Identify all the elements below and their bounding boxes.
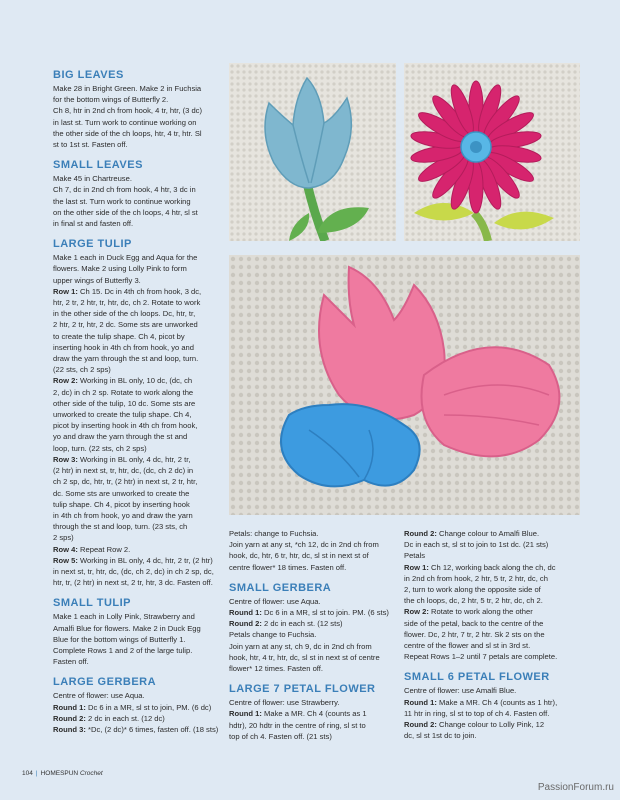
text-line: upper wings of Butterfly 3. <box>53 275 141 285</box>
column-left <box>53 69 225 735</box>
text-line: 2 sps) <box>53 533 74 543</box>
round-label: Round 2: <box>404 529 437 538</box>
text-line: side of the petal, back to the centre of the <box>404 618 544 628</box>
heading-large-tulip: LARGE TULIP <box>53 238 132 251</box>
text-line: Fasten off. <box>53 657 89 667</box>
butterfly-illustration <box>229 255 580 515</box>
text-line: flowers. Make 2 using Lolly Pink to form <box>53 264 187 274</box>
text-line: inserting hook in 4th ch from hook, yo and <box>53 342 194 352</box>
text-line: in final st and fasten off. <box>53 219 134 229</box>
round-1 <box>229 607 399 618</box>
text-line: Make 28 in Bright Green. Make 2 in Fuchsia <box>53 84 202 93</box>
text-line: ch 2 sp, dc, htr, tr, (2 htr) in next st, 2 tr, htr, <box>53 477 198 487</box>
round-2 <box>229 618 399 629</box>
round-1 <box>229 708 399 719</box>
page-footer <box>22 770 103 777</box>
watermark: PassionForum.ru <box>537 782 614 793</box>
text-line: (2 htr) in next st, tr, htr, dc, (dc, ch 2 dc) in <box>53 466 194 476</box>
round-label: Round 2: <box>53 713 86 723</box>
page-number: 104 <box>22 770 33 777</box>
text-line: Repeat Row 2. <box>77 544 131 554</box>
row-label: Row 3: <box>53 454 78 464</box>
row-5 <box>53 555 225 566</box>
text-line: tulip shape. Ch 4, picot by inserting hook <box>53 499 190 509</box>
section-name: Crochet <box>79 770 103 777</box>
row-label: Row 1: <box>404 562 429 572</box>
row-2 <box>404 606 582 617</box>
text-line: Make 45 in Chartreuse. <box>53 174 132 184</box>
text-line: Complete Rows 1 and 2 of the large tulip. <box>53 645 193 655</box>
text-line: Centre of flower: use Aqua. <box>229 596 321 606</box>
round-3 <box>53 724 225 735</box>
text-line: Change colour to Amalfi Blue. <box>436 529 540 538</box>
text-line: Centre of flower: use Amalfi Blue. <box>404 686 517 696</box>
text-line: st to 1st st. Fasten off. <box>53 140 128 150</box>
text-line: Repeat Rows 1–2 until 7 petals are complete. <box>404 652 558 662</box>
text-line: Working in BL only, 4 dc, htr, 2 tr, (2 htr) <box>77 555 213 565</box>
row-4 <box>53 544 225 555</box>
round-label: Round 1: <box>404 697 437 707</box>
petals-label: Petals <box>404 551 426 561</box>
heading-small-leaves: SMALL LEAVES <box>53 159 143 172</box>
photo-blue-tulip <box>229 63 396 241</box>
heading-large-7-petal-flower: LARGE 7 PETAL FLOWER <box>229 683 376 696</box>
heading-small-tulip: SMALL TULIP <box>53 597 132 610</box>
row-label: Row 1: <box>53 286 78 296</box>
text-line: Amalfi Blue for flowers. Make 2 in Duck Egg <box>53 623 201 633</box>
text-line: Centre of flower: use Aqua. <box>53 691 145 701</box>
text-line: Make a MR. Ch 4 (counts as 1 htr), <box>436 697 558 707</box>
row-2 <box>53 375 225 386</box>
text-line: hook, htr, 4 tr, htr, dc, sl st in next st of centre <box>229 652 380 662</box>
column-right <box>404 528 582 741</box>
text-line: in 2nd ch from hook, 2 htr, 5 tr, 2 htr, dc, ch <box>404 573 548 583</box>
row-label: Row 2: <box>53 376 78 386</box>
row-1 <box>53 286 225 297</box>
text-line: Ch 12, working back along the ch, dc <box>428 562 556 572</box>
text-line: hook, dc, htr, 6 tr, htr, dc, sl st in next st of <box>229 551 369 561</box>
text-line: in the other side of the ch loops. Dc, htr, tr, <box>53 309 196 319</box>
text-line: 2 htr, 2 tr, htr, 2 dc. Some sts are unworked <box>53 320 198 330</box>
text-line: Dc in each st, sl st to join to 1st dc. (21 sts) <box>404 540 549 550</box>
text-line: draw the yarn through the st and loop, turn. <box>53 354 199 364</box>
text-line: Rotate to work along the other <box>428 607 533 617</box>
text-line: the other side of the ch loops, htr, 4 tr, htr. Sl <box>53 128 202 138</box>
text-line: flower. Dc, 2 htr, 7 tr, 2 htr. Sk 2 sts on the <box>404 629 545 639</box>
text-line: 11 htr in ring, sl st to top of ch 4. Fasten off. <box>404 708 550 718</box>
row-label: Row 2: <box>404 607 429 617</box>
footer-separator: | <box>35 770 38 777</box>
gerbera-illustration <box>404 63 580 241</box>
text-line: Make 1 each in Lolly Pink, Strawberry and <box>53 612 195 622</box>
text-line: Dc 6 in a MR, sl st to join. PM. (6 sts) <box>261 608 389 618</box>
text-line: *Dc, (2 dc)* 6 times, fasten off. (18 sts) <box>85 724 219 734</box>
text-line: to create the tulip shape. Ch 4, picot by <box>53 331 185 341</box>
text-line: Join yarn at any st, *ch 12, dc in 2nd ch from <box>229 540 379 550</box>
text-line: htr, tr, (2 htr) in next st, 2 tr, htr, 3 dc. Fasten off. <box>53 578 213 588</box>
text-line: Petals: change to Fuchsia. <box>229 529 319 538</box>
text-line: picot by inserting hook in 4th ch from hook, <box>53 421 198 431</box>
text-line: the last st. Turn work to continue working <box>53 196 191 206</box>
text-line: Ch 8, htr in 2nd ch from hook, 4 tr, htr, (3 dc) <box>53 106 202 116</box>
magazine-name: HOMESPUN <box>40 770 79 777</box>
text-line: centre of the flower and sl st in 3rd st. <box>404 641 531 651</box>
text-line: centre flower* 18 times. Fasten off. <box>229 562 347 572</box>
text-line: Ch 15. Dc in 4th ch from hook, 3 dc, <box>77 286 202 296</box>
row-label: Row 4: <box>53 544 78 554</box>
text-line: Make 1 each in Duck Egg and Aqua for the <box>53 253 198 263</box>
round-1 <box>404 697 582 708</box>
blue-tulip-illustration <box>229 63 396 241</box>
text-line: through the st and loop, turn. (23 sts, ch <box>53 522 188 532</box>
heading-small-6-petal-flower: SMALL 6 PETAL FLOWER <box>404 671 550 684</box>
round-label: Round 1: <box>229 709 262 719</box>
column-middle <box>229 528 399 742</box>
text-line: in last st. Turn work to continue working on <box>53 117 197 127</box>
round-label: Round 2: <box>404 720 437 730</box>
text-line: Blue for the bottom wings of Butterfly 1. <box>53 634 186 644</box>
round-label: Round 1: <box>53 702 86 712</box>
text-line: for the bottom wings of Butterfly 2. <box>53 95 169 105</box>
text-line: Working in BL only, 4 dc, htr, 2 tr, <box>77 454 191 464</box>
text-line: Centre of flower: use Strawberry. <box>229 698 340 708</box>
text-line: 2, turn to work along the opposite side of <box>404 585 541 595</box>
text-line: 2 dc in each st. (12 dc) <box>85 713 165 723</box>
text-line: in next st, tr, htr, dc, (dc, ch 2, dc) in ch 2 sp, dc, <box>53 566 214 576</box>
text-line: Working in BL only, 10 dc, (dc, ch <box>77 376 193 386</box>
text-line: top of ch 4. Fasten off. (21 sts) <box>229 731 332 741</box>
heading-big-leaves: BIG LEAVES <box>53 69 124 81</box>
text-line: dc, sl st 1st dc to join. <box>404 731 477 741</box>
text-line: Make a MR. Ch 4 (counts as 1 <box>261 709 367 719</box>
text-line: (22 sts, ch 2 sps) <box>53 365 111 375</box>
text-line: 2 dc in each st. (12 sts) <box>261 619 343 629</box>
round-2 <box>404 719 582 730</box>
photo-pink-gerbera <box>404 63 580 241</box>
text-line: Change colour to Lolly Pink, 12 <box>436 720 545 730</box>
text-line: htr, 2 tr, 2 htr, tr, htr, dc, ch 2. Rotate to work <box>53 298 201 308</box>
text-line: Petals change to Fuchsia. <box>229 630 317 640</box>
round-2 <box>53 713 225 724</box>
text-line: other side of the tulip, 10 dc. Some sts are <box>53 398 196 408</box>
text-line: unworked to create the tulip shape. Ch 4, <box>53 410 192 420</box>
row-3 <box>53 454 225 465</box>
row-1 <box>404 562 582 573</box>
text-line: hdtr), 20 hdtr in the centre of ring, sl st to <box>229 720 366 730</box>
text-line: 2, dc) in ch 2 sp. Rotate to work along the <box>53 387 194 397</box>
heading-small-gerbera: SMALL GERBERA <box>229 581 332 594</box>
round-1 <box>53 702 225 713</box>
text-line: yo and draw the yarn through the st and <box>53 432 188 442</box>
text-line: Dc 6 in a MR, sl st to join, PM. (6 dc) <box>85 702 212 712</box>
text-line: dc. Some sts are unworked to create the <box>53 488 190 498</box>
text-line: Join yarn at any st, ch 9, dc in 2nd ch from <box>229 641 372 651</box>
round-2 <box>404 528 582 539</box>
text-line: on the other side of the ch loops, 4 htr, sl st <box>53 207 198 217</box>
text-line: flower* 12 times. Fasten off. <box>229 664 323 674</box>
round-label: Round 3: <box>53 724 86 734</box>
text-line: in 4th ch from hook, yo and draw the yarn <box>53 510 193 520</box>
text-line: loop, turn. (22 sts, ch 2 sps) <box>53 443 147 453</box>
round-label: Round 1: <box>229 608 262 618</box>
text-line: the ch loops, dc, 2 htr, 5 tr, 2 htr, dc, ch 2. <box>404 596 543 606</box>
round-label: Round 2: <box>229 619 262 629</box>
row-label: Row 5: <box>53 555 78 565</box>
heading-large-gerbera: LARGE GERBERA <box>53 676 157 689</box>
photo-butterfly <box>229 255 580 515</box>
text-line: Ch 7, dc in 2nd ch from hook, 4 htr, 3 dc in <box>53 185 196 195</box>
